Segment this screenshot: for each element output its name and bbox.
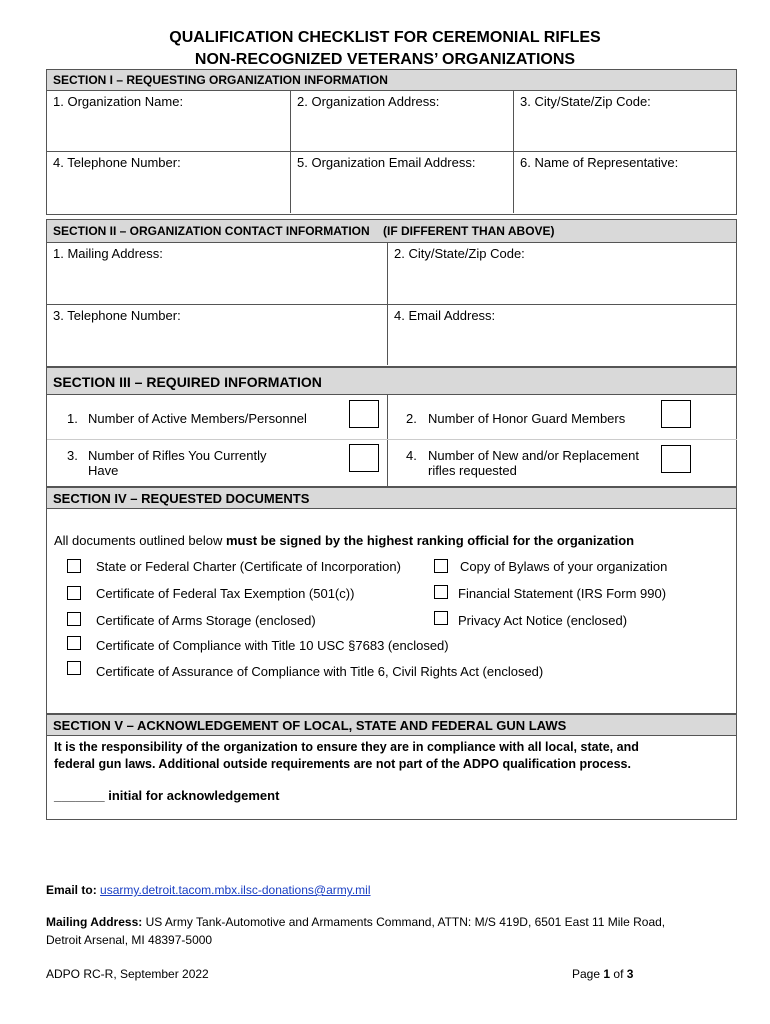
section-2-table bbox=[46, 243, 737, 367]
field-label: 4. Email Address: bbox=[394, 308, 496, 323]
mailing-line: US Army Tank-Automotive and Armaments Command, ATTN: M/S 419D, 6501 East 11 Mile Road, bbox=[145, 915, 666, 929]
field-label: 5. Organization Email Address: bbox=[297, 155, 476, 170]
section-2-heading: SECTION II – ORGANIZATION CONTACT INFORMATION (IF DIFFERENT THAN ABOVE) bbox=[46, 219, 737, 243]
checkbox-bylaws[interactable] bbox=[434, 559, 448, 573]
statement-line: federal gun laws. Additional outside requirements are not part of the ADPO qualification process. bbox=[54, 757, 631, 771]
mailing-line: Detroit Arsenal, MI 48397-5000 bbox=[46, 933, 213, 947]
field-mailing-address[interactable] bbox=[47, 243, 388, 305]
field-label: 3. City/State/Zip Code: bbox=[520, 94, 651, 109]
statement-line: It is the responsibility of the organization to ensure they are in compliance with all local, state, and bbox=[54, 740, 639, 754]
field-label: 4. Telephone Number: bbox=[53, 155, 181, 170]
section-5-body bbox=[46, 736, 737, 820]
page-subtitle: NON-RECOGNIZED VETERANS’ ORGANIZATIONS bbox=[194, 51, 576, 68]
field-telephone[interactable] bbox=[47, 152, 291, 213]
field-representative-name[interactable] bbox=[514, 152, 736, 213]
field-contact-telephone[interactable] bbox=[47, 305, 388, 365]
item-num: 2. bbox=[406, 411, 417, 426]
field-city-state-zip[interactable] bbox=[514, 91, 736, 152]
column-divider bbox=[387, 395, 388, 486]
checkbox-privacy-act[interactable] bbox=[434, 611, 448, 625]
section-4-body bbox=[46, 509, 737, 714]
field-organization-email[interactable] bbox=[291, 152, 514, 213]
field-label: 1. Organization Name: bbox=[53, 94, 184, 109]
field-label: 2. Organization Address: bbox=[297, 94, 440, 109]
initial-acknowledgement[interactable]: _______ initial for acknowledgement bbox=[54, 788, 280, 803]
field-organization-address[interactable] bbox=[291, 91, 514, 152]
rifles-requested-input[interactable] bbox=[661, 445, 691, 473]
checkbox-title-10-compliance[interactable] bbox=[67, 636, 81, 650]
checkbox-state-charter[interactable] bbox=[67, 559, 81, 573]
honor-guard-input[interactable] bbox=[661, 400, 691, 428]
doc-arms-storage: Certificate of Arms Storage (enclosed) bbox=[96, 613, 316, 628]
item-num: 3. bbox=[67, 448, 78, 463]
section-3-table bbox=[46, 395, 737, 487]
doc-tax-exemption: Certificate of Federal Tax Exemption (501(c)) bbox=[96, 586, 355, 601]
active-members-input[interactable] bbox=[349, 400, 379, 428]
item-num: 1. bbox=[67, 411, 78, 426]
mailing-label: Mailing Address: bbox=[46, 915, 143, 929]
doc-privacy-act: Privacy Act Notice (enclosed) bbox=[458, 613, 628, 628]
checkbox-title-6-assurance[interactable] bbox=[67, 661, 81, 675]
row-divider bbox=[47, 439, 737, 440]
field-label: 6. Name of Representative: bbox=[520, 155, 679, 170]
page-title: QUALIFICATION CHECKLIST FOR CEREMONIAL RIFLES bbox=[169, 29, 601, 46]
field-contact-city-state-zip[interactable] bbox=[388, 243, 736, 305]
doc-title-6-assurance: Certificate of Assurance of Compliance with Title 6, Civil Rights Act (enclosed) bbox=[96, 664, 544, 679]
doc-bylaws: Copy of Bylaws of your organization bbox=[460, 559, 668, 574]
form-id: ADPO RC-R, September 2022 bbox=[46, 967, 209, 981]
documents-intro: All documents outlined below must be signed by the highest ranking official for the organization bbox=[54, 533, 635, 548]
section-1-table bbox=[46, 91, 737, 215]
page-indicator: Page 1 of 3 bbox=[572, 967, 634, 981]
doc-title-10-compliance: Certificate of Compliance with Title 10 USC §7683 (enclosed) bbox=[96, 638, 449, 653]
mailing-address-block bbox=[46, 913, 746, 949]
field-label: 1. Mailing Address: bbox=[53, 246, 163, 261]
section-3-heading: SECTION III – REQUIRED INFORMATION bbox=[46, 367, 737, 395]
item-num: 4. bbox=[406, 448, 417, 463]
rifles-have-input[interactable] bbox=[349, 444, 379, 472]
section-5-heading: SECTION V – ACKNOWLEDGEMENT OF LOCAL, STATE AND FEDERAL GUN LAWS bbox=[46, 714, 737, 736]
section-1-heading: SECTION I – REQUESTING ORGANIZATION INFORMATION bbox=[46, 69, 737, 91]
item-honor-guard-label: Number of Honor Guard Members bbox=[428, 411, 626, 426]
email-label: Email to bbox=[46, 883, 93, 897]
checkbox-tax-exemption[interactable] bbox=[67, 586, 81, 600]
field-contact-email[interactable] bbox=[388, 305, 736, 365]
checkbox-financial-statement[interactable] bbox=[434, 585, 448, 599]
item-rifles-have-label: Number of Rifles You Currently Have bbox=[88, 448, 267, 478]
field-label: 3. Telephone Number: bbox=[53, 308, 181, 323]
doc-state-charter: State or Federal Charter (Certificate of Incorporation) bbox=[96, 559, 401, 574]
field-label: 2. City/State/Zip Code: bbox=[394, 246, 525, 261]
item-active-members-label: Number of Active Members/Personnel bbox=[88, 411, 307, 426]
gun-law-statement bbox=[54, 739, 734, 773]
email-link[interactable]: usarmy.detroit.tacom.mbx.ilsc-donations@army.mil bbox=[100, 883, 371, 897]
item-rifles-requested-label: Number of New and/or Replacement rifles requested bbox=[428, 448, 639, 478]
doc-financial-statement: Financial Statement (IRS Form 990) bbox=[458, 586, 667, 601]
field-organization-name[interactable] bbox=[47, 91, 291, 152]
checkbox-arms-storage[interactable] bbox=[67, 612, 81, 626]
section-4-heading: SECTION IV – REQUESTED DOCUMENTS bbox=[46, 487, 737, 509]
email-line: Email to: usarmy.detroit.tacom.mbx.ilsc-donations@army.mil bbox=[46, 883, 371, 897]
